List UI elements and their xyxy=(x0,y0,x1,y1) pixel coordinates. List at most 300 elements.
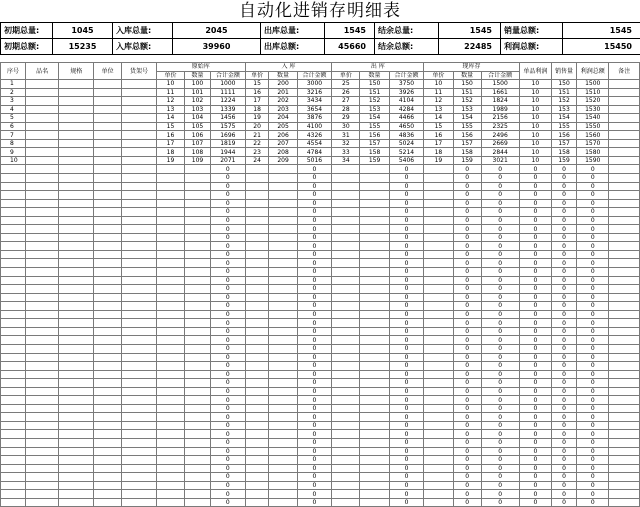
table-cell[interactable] xyxy=(360,216,389,225)
table-cell[interactable]: 104 xyxy=(185,114,211,123)
table-cell[interactable]: 0 xyxy=(481,362,519,371)
table-cell[interactable] xyxy=(25,447,59,456)
table-cell[interactable] xyxy=(185,413,211,422)
table-cell[interactable] xyxy=(1,225,26,234)
table-cell[interactable] xyxy=(332,473,360,482)
table-cell[interactable]: 0 xyxy=(211,413,246,422)
table-cell[interactable] xyxy=(94,225,122,234)
table-cell[interactable]: 1696 xyxy=(211,131,246,140)
table-cell[interactable] xyxy=(609,242,640,251)
table-cell[interactable]: 0 xyxy=(552,404,577,413)
table-cell[interactable]: 0 xyxy=(297,319,332,328)
table-cell[interactable] xyxy=(156,285,184,294)
table-cell[interactable] xyxy=(1,404,26,413)
table-cell[interactable]: 0 xyxy=(297,233,332,242)
table-cell[interactable]: 17 xyxy=(245,97,269,106)
table-cell[interactable] xyxy=(25,259,59,268)
table-cell[interactable] xyxy=(424,302,453,311)
table-cell[interactable] xyxy=(424,259,453,268)
table-cell[interactable] xyxy=(245,327,269,336)
table-cell[interactable]: 10 xyxy=(519,148,551,157)
table-cell[interactable] xyxy=(156,498,184,507)
table-cell[interactable] xyxy=(122,387,157,396)
table-cell[interactable]: 4784 xyxy=(297,148,332,157)
table-cell[interactable]: 10 xyxy=(1,156,26,165)
table-cell[interactable] xyxy=(269,353,297,362)
table-cell[interactable] xyxy=(25,156,59,165)
table-cell[interactable] xyxy=(59,498,94,507)
table-cell[interactable]: 0 xyxy=(297,344,332,353)
table-cell[interactable] xyxy=(1,490,26,499)
table-cell[interactable]: 0 xyxy=(453,165,481,174)
table-cell[interactable]: 16 xyxy=(424,131,453,140)
table-cell[interactable]: 0 xyxy=(211,165,246,174)
table-cell[interactable] xyxy=(609,481,640,490)
table-cell[interactable] xyxy=(609,182,640,191)
table-cell[interactable] xyxy=(269,268,297,277)
table-cell[interactable]: 1570 xyxy=(576,139,608,148)
table-cell[interactable] xyxy=(424,233,453,242)
table-cell[interactable] xyxy=(185,447,211,456)
table-cell[interactable]: 0 xyxy=(211,370,246,379)
table-cell[interactable]: 1500 xyxy=(481,80,519,89)
table-cell[interactable]: 0 xyxy=(481,498,519,507)
table-cell[interactable] xyxy=(59,310,94,319)
table-cell[interactable] xyxy=(424,165,453,174)
table-cell[interactable]: 0 xyxy=(519,276,551,285)
table-cell[interactable] xyxy=(59,114,94,123)
table-cell[interactable] xyxy=(424,319,453,328)
table-cell[interactable] xyxy=(424,362,453,371)
table-cell[interactable]: 209 xyxy=(269,156,297,165)
table-cell[interactable]: 0 xyxy=(389,438,424,447)
table-cell[interactable] xyxy=(94,473,122,482)
table-cell[interactable] xyxy=(269,216,297,225)
table-cell[interactable]: 1824 xyxy=(481,97,519,106)
table-cell[interactable] xyxy=(360,233,389,242)
table-cell[interactable] xyxy=(269,165,297,174)
table-cell[interactable] xyxy=(185,250,211,259)
table-cell[interactable]: 0 xyxy=(552,456,577,465)
table-cell[interactable]: 0 xyxy=(552,387,577,396)
table-cell[interactable] xyxy=(59,156,94,165)
table-cell[interactable]: 15 xyxy=(245,80,269,89)
table-cell[interactable] xyxy=(122,362,157,371)
table-cell[interactable]: 0 xyxy=(576,404,608,413)
table-cell[interactable]: 2 xyxy=(1,88,26,97)
table-cell[interactable] xyxy=(25,413,59,422)
table-cell[interactable] xyxy=(94,310,122,319)
table-cell[interactable]: 2669 xyxy=(481,139,519,148)
table-cell[interactable]: 15 xyxy=(424,122,453,131)
table-cell[interactable] xyxy=(122,413,157,422)
table-cell[interactable]: 1000 xyxy=(211,80,246,89)
table-cell[interactable]: 0 xyxy=(211,490,246,499)
table-cell[interactable] xyxy=(59,165,94,174)
table-cell[interactable]: 0 xyxy=(389,191,424,200)
table-cell[interactable]: 0 xyxy=(481,302,519,311)
table-cell[interactable] xyxy=(424,250,453,259)
table-cell[interactable]: 0 xyxy=(481,379,519,388)
table-cell[interactable] xyxy=(245,353,269,362)
table-cell[interactable]: 4100 xyxy=(297,122,332,131)
table-cell[interactable] xyxy=(360,413,389,422)
table-cell[interactable]: 0 xyxy=(453,456,481,465)
table-cell[interactable] xyxy=(156,242,184,251)
table-cell[interactable]: 0 xyxy=(297,259,332,268)
table-cell[interactable]: 0 xyxy=(389,490,424,499)
table-cell[interactable]: 0 xyxy=(453,344,481,353)
table-cell[interactable]: 0 xyxy=(576,370,608,379)
table-cell[interactable] xyxy=(609,114,640,123)
table-cell[interactable] xyxy=(94,268,122,277)
table-cell[interactable] xyxy=(424,438,453,447)
table-cell[interactable] xyxy=(360,336,389,345)
table-cell[interactable] xyxy=(1,242,26,251)
table-cell[interactable] xyxy=(360,293,389,302)
table-cell[interactable] xyxy=(360,404,389,413)
table-cell[interactable] xyxy=(269,259,297,268)
table-cell[interactable] xyxy=(156,362,184,371)
table-cell[interactable]: 0 xyxy=(576,174,608,183)
table-cell[interactable] xyxy=(156,191,184,200)
table-cell[interactable]: 159 xyxy=(360,156,389,165)
table-cell[interactable]: 0 xyxy=(453,233,481,242)
table-cell[interactable]: 31 xyxy=(332,131,360,140)
table-cell[interactable]: 0 xyxy=(453,293,481,302)
table-cell[interactable] xyxy=(332,208,360,217)
table-cell[interactable] xyxy=(360,327,389,336)
table-cell[interactable] xyxy=(269,498,297,507)
table-cell[interactable]: 0 xyxy=(552,421,577,430)
table-cell[interactable] xyxy=(360,438,389,447)
table-cell[interactable] xyxy=(122,447,157,456)
table-cell[interactable] xyxy=(185,302,211,311)
table-cell[interactable]: 0 xyxy=(552,319,577,328)
table-cell[interactable] xyxy=(156,174,184,183)
table-cell[interactable]: 0 xyxy=(519,447,551,456)
table-cell[interactable] xyxy=(609,208,640,217)
table-cell[interactable]: 0 xyxy=(297,396,332,405)
table-cell[interactable] xyxy=(1,319,26,328)
table-cell[interactable]: 0 xyxy=(297,208,332,217)
table-cell[interactable]: 1111 xyxy=(211,88,246,97)
table-cell[interactable]: 0 xyxy=(552,250,577,259)
table-cell[interactable]: 0 xyxy=(297,336,332,345)
table-cell[interactable] xyxy=(122,105,157,114)
table-cell[interactable] xyxy=(245,165,269,174)
table-cell[interactable] xyxy=(609,250,640,259)
table-cell[interactable] xyxy=(245,404,269,413)
table-cell[interactable] xyxy=(245,199,269,208)
table-cell[interactable]: 0 xyxy=(297,362,332,371)
table-cell[interactable] xyxy=(25,268,59,277)
table-cell[interactable]: 157 xyxy=(360,139,389,148)
table-cell[interactable] xyxy=(609,199,640,208)
table-cell[interactable]: 32 xyxy=(332,139,360,148)
table-cell[interactable]: 3000 xyxy=(297,80,332,89)
table-cell[interactable] xyxy=(360,396,389,405)
table-cell[interactable]: 1575 xyxy=(211,122,246,131)
table-cell[interactable] xyxy=(609,122,640,131)
table-cell[interactable] xyxy=(94,421,122,430)
table-cell[interactable] xyxy=(269,285,297,294)
table-cell[interactable] xyxy=(156,464,184,473)
table-cell[interactable] xyxy=(94,344,122,353)
table-cell[interactable]: 0 xyxy=(481,285,519,294)
table-cell[interactable]: 0 xyxy=(576,344,608,353)
table-cell[interactable] xyxy=(122,122,157,131)
table-cell[interactable]: 0 xyxy=(576,293,608,302)
table-cell[interactable] xyxy=(94,387,122,396)
table-cell[interactable]: 0 xyxy=(552,285,577,294)
table-cell[interactable] xyxy=(424,396,453,405)
table-cell[interactable] xyxy=(360,276,389,285)
table-cell[interactable] xyxy=(94,174,122,183)
table-cell[interactable]: 17 xyxy=(424,139,453,148)
table-cell[interactable]: 203 xyxy=(269,105,297,114)
table-cell[interactable] xyxy=(59,293,94,302)
table-cell[interactable] xyxy=(609,156,640,165)
table-cell[interactable] xyxy=(25,208,59,217)
table-cell[interactable] xyxy=(360,165,389,174)
table-cell[interactable] xyxy=(59,336,94,345)
table-cell[interactable]: 0 xyxy=(481,233,519,242)
table-cell[interactable]: 0 xyxy=(576,396,608,405)
table-cell[interactable]: 0 xyxy=(453,191,481,200)
table-cell[interactable]: 14 xyxy=(424,114,453,123)
table-cell[interactable]: 4326 xyxy=(297,131,332,140)
table-cell[interactable]: 0 xyxy=(519,387,551,396)
table-cell[interactable] xyxy=(185,216,211,225)
table-cell[interactable]: 0 xyxy=(389,447,424,456)
table-cell[interactable]: 0 xyxy=(552,336,577,345)
table-cell[interactable] xyxy=(156,473,184,482)
table-cell[interactable] xyxy=(59,208,94,217)
table-cell[interactable] xyxy=(1,413,26,422)
table-cell[interactable]: 0 xyxy=(389,473,424,482)
table-cell[interactable] xyxy=(122,336,157,345)
table-cell[interactable] xyxy=(156,379,184,388)
table-cell[interactable] xyxy=(185,191,211,200)
table-cell[interactable]: 0 xyxy=(453,379,481,388)
table-cell[interactable] xyxy=(360,362,389,371)
table-cell[interactable] xyxy=(269,404,297,413)
table-cell[interactable]: 0 xyxy=(453,216,481,225)
table-cell[interactable] xyxy=(609,285,640,294)
table-cell[interactable]: 0 xyxy=(576,285,608,294)
table-cell[interactable]: 0 xyxy=(519,165,551,174)
table-cell[interactable]: 0 xyxy=(297,199,332,208)
summary-value[interactable]: 22485 xyxy=(439,39,501,55)
table-cell[interactable] xyxy=(122,456,157,465)
table-cell[interactable] xyxy=(156,404,184,413)
table-cell[interactable]: 28 xyxy=(332,105,360,114)
table-cell[interactable]: 5406 xyxy=(389,156,424,165)
table-cell[interactable] xyxy=(609,165,640,174)
table-cell[interactable] xyxy=(332,336,360,345)
table-cell[interactable]: 158 xyxy=(552,148,577,157)
table-cell[interactable] xyxy=(185,481,211,490)
table-cell[interactable]: 20 xyxy=(245,122,269,131)
table-cell[interactable]: 3 xyxy=(1,97,26,106)
table-cell[interactable] xyxy=(94,362,122,371)
table-cell[interactable] xyxy=(25,464,59,473)
table-cell[interactable] xyxy=(609,319,640,328)
table-cell[interactable]: 0 xyxy=(481,276,519,285)
table-cell[interactable] xyxy=(424,268,453,277)
table-cell[interactable] xyxy=(245,362,269,371)
table-cell[interactable]: 0 xyxy=(389,268,424,277)
table-cell[interactable] xyxy=(25,216,59,225)
table-cell[interactable]: 206 xyxy=(269,131,297,140)
table-cell[interactable] xyxy=(424,464,453,473)
table-cell[interactable]: 152 xyxy=(360,97,389,106)
table-cell[interactable]: 10 xyxy=(424,80,453,89)
table-cell[interactable]: 0 xyxy=(576,362,608,371)
table-cell[interactable] xyxy=(25,438,59,447)
table-cell[interactable] xyxy=(122,490,157,499)
table-cell[interactable]: 0 xyxy=(211,473,246,482)
table-cell[interactable] xyxy=(122,327,157,336)
table-cell[interactable] xyxy=(424,336,453,345)
table-cell[interactable]: 0 xyxy=(552,310,577,319)
table-cell[interactable] xyxy=(269,413,297,422)
table-cell[interactable] xyxy=(1,174,26,183)
table-cell[interactable]: 0 xyxy=(519,250,551,259)
table-cell[interactable]: 15 xyxy=(156,122,184,131)
table-cell[interactable] xyxy=(1,268,26,277)
table-cell[interactable] xyxy=(94,114,122,123)
table-cell[interactable]: 0 xyxy=(211,242,246,251)
table-cell[interactable]: 0 xyxy=(389,327,424,336)
table-cell[interactable] xyxy=(1,285,26,294)
table-cell[interactable] xyxy=(59,464,94,473)
table-cell[interactable] xyxy=(185,344,211,353)
table-cell[interactable]: 158 xyxy=(360,148,389,157)
table-cell[interactable] xyxy=(94,156,122,165)
table-cell[interactable] xyxy=(332,490,360,499)
table-cell[interactable] xyxy=(360,447,389,456)
table-cell[interactable] xyxy=(360,481,389,490)
table-cell[interactable] xyxy=(156,293,184,302)
table-cell[interactable] xyxy=(122,464,157,473)
table-cell[interactable] xyxy=(122,285,157,294)
table-cell[interactable] xyxy=(245,259,269,268)
table-cell[interactable]: 0 xyxy=(519,362,551,371)
table-cell[interactable]: 0 xyxy=(389,370,424,379)
table-cell[interactable] xyxy=(1,370,26,379)
table-cell[interactable] xyxy=(245,387,269,396)
table-cell[interactable] xyxy=(156,268,184,277)
table-cell[interactable] xyxy=(332,370,360,379)
table-cell[interactable] xyxy=(122,379,157,388)
table-cell[interactable]: 27 xyxy=(332,97,360,106)
table-cell[interactable] xyxy=(185,438,211,447)
table-cell[interactable]: 1530 xyxy=(576,105,608,114)
table-cell[interactable] xyxy=(609,174,640,183)
table-cell[interactable] xyxy=(609,490,640,499)
table-cell[interactable] xyxy=(25,344,59,353)
table-cell[interactable]: 0 xyxy=(519,464,551,473)
table-cell[interactable]: 19 xyxy=(156,156,184,165)
table-cell[interactable]: 0 xyxy=(297,456,332,465)
table-cell[interactable] xyxy=(424,473,453,482)
table-cell[interactable]: 0 xyxy=(453,250,481,259)
table-cell[interactable] xyxy=(245,498,269,507)
table-cell[interactable] xyxy=(269,302,297,311)
table-cell[interactable] xyxy=(609,225,640,234)
table-cell[interactable]: 0 xyxy=(389,413,424,422)
table-cell[interactable] xyxy=(59,413,94,422)
table-cell[interactable]: 0 xyxy=(211,421,246,430)
table-cell[interactable]: 0 xyxy=(211,199,246,208)
table-cell[interactable]: 0 xyxy=(576,310,608,319)
table-cell[interactable]: 1944 xyxy=(211,148,246,157)
table-cell[interactable] xyxy=(122,165,157,174)
table-cell[interactable] xyxy=(609,105,640,114)
table-cell[interactable] xyxy=(1,481,26,490)
table-cell[interactable]: 0 xyxy=(552,447,577,456)
table-cell[interactable]: 207 xyxy=(269,139,297,148)
table-cell[interactable] xyxy=(1,464,26,473)
table-cell[interactable] xyxy=(360,310,389,319)
table-cell[interactable] xyxy=(25,362,59,371)
table-cell[interactable]: 0 xyxy=(552,464,577,473)
table-cell[interactable] xyxy=(269,481,297,490)
table-cell[interactable] xyxy=(245,379,269,388)
table-cell[interactable]: 152 xyxy=(552,97,577,106)
table-cell[interactable] xyxy=(94,105,122,114)
table-cell[interactable] xyxy=(332,225,360,234)
table-cell[interactable] xyxy=(1,473,26,482)
table-cell[interactable]: 155 xyxy=(360,122,389,131)
table-cell[interactable]: 0 xyxy=(519,473,551,482)
table-cell[interactable]: 0 xyxy=(519,310,551,319)
table-cell[interactable]: 0 xyxy=(297,413,332,422)
table-cell[interactable]: 0 xyxy=(297,165,332,174)
table-cell[interactable]: 0 xyxy=(389,336,424,345)
table-cell[interactable]: 150 xyxy=(552,80,577,89)
table-cell[interactable] xyxy=(269,370,297,379)
table-cell[interactable]: 0 xyxy=(297,438,332,447)
table-cell[interactable]: 0 xyxy=(519,182,551,191)
table-cell[interactable] xyxy=(332,362,360,371)
table-cell[interactable] xyxy=(59,362,94,371)
table-cell[interactable]: 0 xyxy=(453,413,481,422)
table-cell[interactable] xyxy=(245,370,269,379)
table-cell[interactable] xyxy=(609,88,640,97)
table-cell[interactable]: 2156 xyxy=(481,114,519,123)
table-cell[interactable] xyxy=(1,421,26,430)
table-cell[interactable] xyxy=(332,421,360,430)
table-cell[interactable] xyxy=(156,481,184,490)
table-cell[interactable] xyxy=(609,464,640,473)
table-cell[interactable] xyxy=(94,302,122,311)
table-cell[interactable] xyxy=(185,387,211,396)
table-cell[interactable] xyxy=(245,225,269,234)
table-cell[interactable]: 0 xyxy=(519,404,551,413)
table-cell[interactable] xyxy=(424,208,453,217)
table-cell[interactable]: 17 xyxy=(156,139,184,148)
table-cell[interactable] xyxy=(94,233,122,242)
table-cell[interactable] xyxy=(360,319,389,328)
table-cell[interactable] xyxy=(25,80,59,89)
table-cell[interactable]: 0 xyxy=(576,327,608,336)
table-cell[interactable]: 23 xyxy=(245,148,269,157)
table-cell[interactable] xyxy=(245,344,269,353)
table-cell[interactable]: 0 xyxy=(576,430,608,439)
